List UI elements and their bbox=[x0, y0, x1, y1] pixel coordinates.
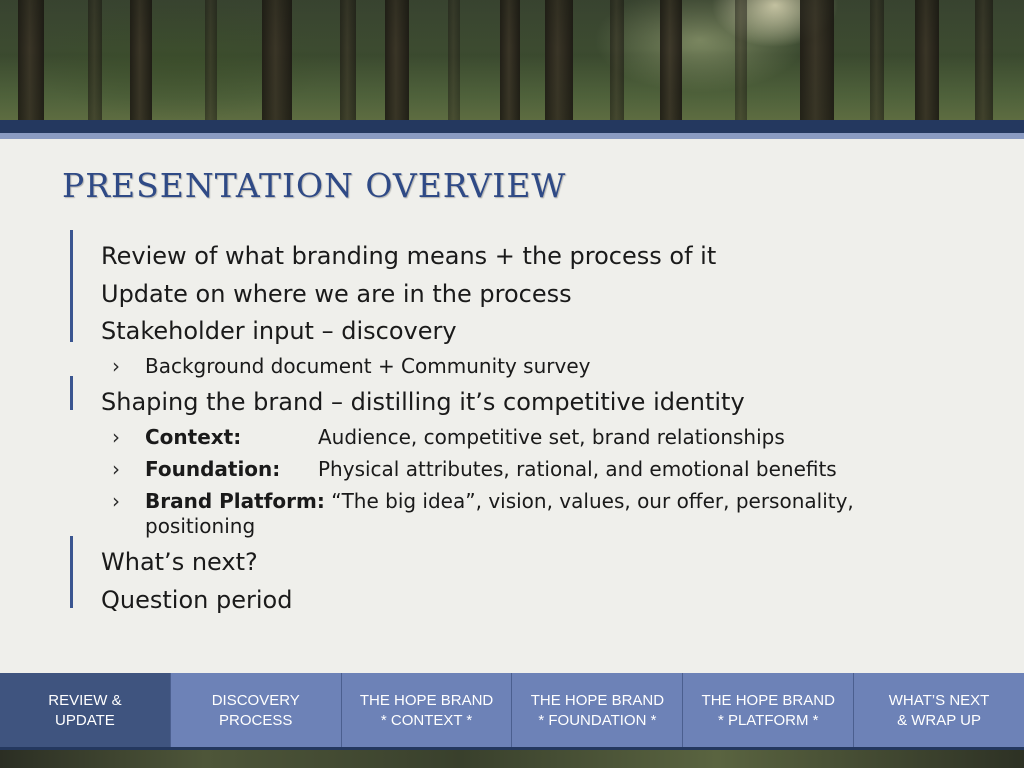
bullet-update: Update on where we are in the process bbox=[101, 280, 572, 308]
chevron-icon: › bbox=[112, 354, 120, 378]
nav-label: THE HOPE BRAND bbox=[701, 692, 835, 709]
nav-label: & WRAP UP bbox=[897, 712, 981, 729]
nav-label: REVIEW & bbox=[48, 692, 122, 709]
nav-discovery-process[interactable] bbox=[171, 673, 342, 747]
nav-label: THE HOPE BRAND bbox=[359, 692, 494, 709]
chevron-icon: › bbox=[112, 457, 120, 481]
nav-label: UPDATE bbox=[55, 712, 115, 729]
forest-footer-strip bbox=[0, 747, 1024, 768]
sub-bullet-platform-text: “The big idea”, vision, values, our offer, personality, bbox=[331, 489, 854, 513]
bullet-bar bbox=[70, 230, 73, 342]
section-nav bbox=[0, 673, 1024, 747]
sub-bullet-foundation-label: Foundation: bbox=[145, 457, 281, 481]
header-band-accent bbox=[0, 133, 1024, 139]
bullet-question-period: Question period bbox=[101, 586, 293, 614]
nav-brand-foundation[interactable] bbox=[512, 673, 683, 747]
nav-whats-next[interactable] bbox=[854, 673, 1024, 747]
nav-label: * FOUNDATION * bbox=[538, 712, 657, 729]
header-band bbox=[0, 120, 1024, 133]
bullet-review: Review of what branding means + the process of it bbox=[101, 242, 717, 270]
sub-bullet-context-label: Context: bbox=[145, 425, 242, 449]
forest-header-image bbox=[0, 0, 1024, 122]
nav-label: THE HOPE BRAND bbox=[530, 692, 665, 709]
sub-bullet-platform bbox=[145, 489, 854, 513]
bullet-shaping: Shaping the brand – distilling it’s competitive identity bbox=[101, 388, 745, 416]
bullet-whats-next: What’s next? bbox=[101, 548, 258, 576]
sub-bullet-platform-label: Brand Platform: bbox=[145, 489, 325, 513]
slide-title: PRESENTATION OVERVIEW bbox=[62, 166, 567, 205]
bullet-bar bbox=[70, 536, 73, 608]
chevron-icon: › bbox=[112, 425, 120, 449]
nav-label: * CONTEXT * bbox=[380, 712, 473, 729]
nav-review-update[interactable] bbox=[0, 673, 171, 747]
bullet-stakeholder: Stakeholder input – discovery bbox=[101, 317, 457, 345]
nav-label: * PLATFORM * bbox=[717, 712, 819, 729]
nav-brand-platform[interactable] bbox=[683, 673, 854, 747]
nav-label: PROCESS bbox=[219, 712, 293, 729]
sub-bullet-foundation-text: Physical attributes, rational, and emotional benefits bbox=[318, 457, 837, 481]
nav-brand-context[interactable] bbox=[342, 673, 513, 747]
bullet-bar bbox=[70, 376, 73, 410]
chevron-icon: › bbox=[112, 489, 120, 513]
nav-label: DISCOVERY bbox=[211, 692, 300, 709]
sub-bullet-background: Background document + Community survey bbox=[145, 354, 591, 378]
sub-bullet-context-text: Audience, competitive set, brand relationships bbox=[318, 425, 785, 449]
sub-bullet-platform-continued: positioning bbox=[145, 514, 256, 538]
nav-label: WHAT’S NEXT bbox=[888, 692, 990, 709]
